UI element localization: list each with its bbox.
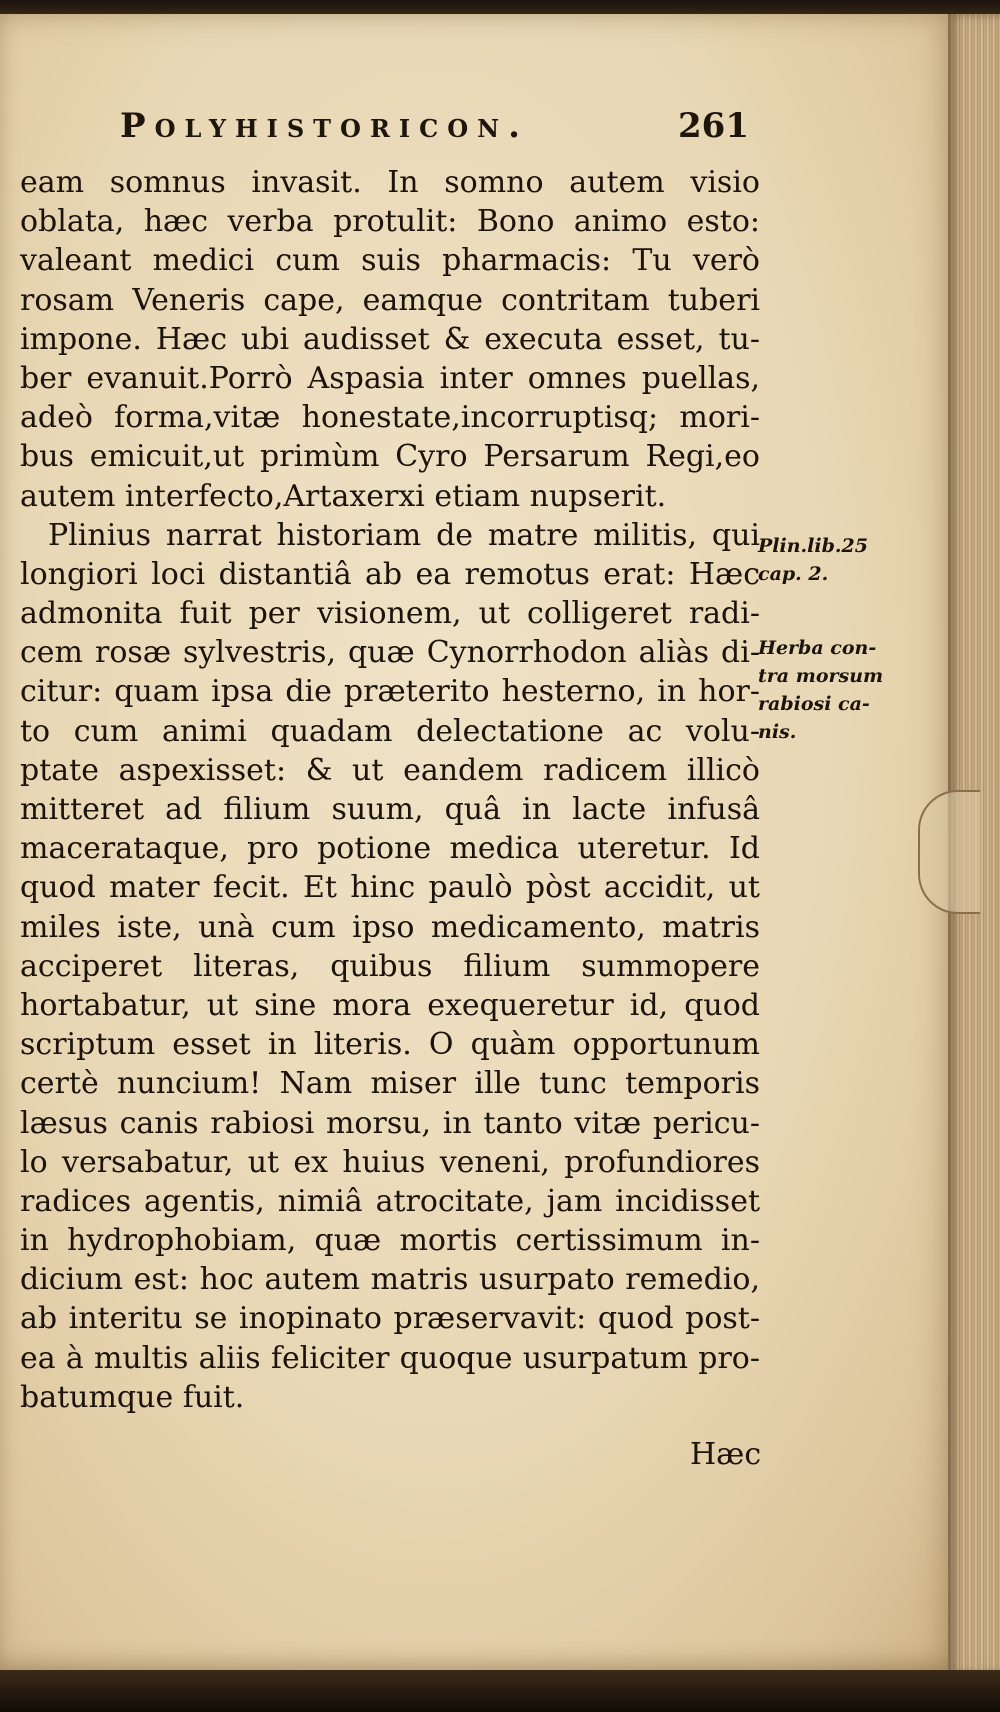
text-line: bus emicuit,ut primùm Cyro Persarum Regi,eo — [20, 439, 760, 475]
text-line: lo versabatur, ut ex huius veneni, profundiores — [20, 1144, 760, 1180]
text-line: ber evanuit.Porrò Aspasia inter omnes puellas, — [20, 360, 760, 396]
text-line: batumque fuit. — [20, 1379, 245, 1415]
book-bottom-edge — [0, 1670, 1000, 1712]
catchword: Hæc — [690, 1437, 762, 1472]
text-line: oblata, hæc verba protulit: Bono animo esto: — [20, 204, 760, 240]
text-line: ptate aspexisset: & ut eandem radicem illicò — [20, 752, 760, 788]
text-line: to cum animi quadam delectatione ac volu- — [20, 713, 760, 749]
margin-note-gloss — [758, 634, 938, 746]
text-line: autem interfecto,Artaxerxi etiam nupserit. — [20, 478, 667, 514]
text-line: macerataque, pro potione medica uteretur. Id — [20, 831, 760, 867]
text-line: eam somnus invasit. In somno autem visio — [20, 165, 760, 200]
page-number: 261 — [678, 106, 749, 146]
text-line: admonita fuit per visionem, ut colligeret radi- — [20, 596, 760, 632]
text-line: impone. Hæc ubi audisset & executa esset, tu- — [20, 321, 760, 357]
text-line: adeò forma,vitæ honestate,incorruptisq; mori- — [20, 400, 760, 436]
text-line: certè nuncium! Nam miser ille tunc temporis — [20, 1066, 760, 1102]
text-line: scriptum esset in literis. O quàm opportunum — [20, 1027, 760, 1063]
text-line: læsus canis rabiosi morsu, in tanto vitæ pericu- — [20, 1105, 760, 1141]
text-line: quod mater fecit. Et hinc paulò pòst accidit, ut — [20, 870, 760, 906]
text-line: radices agentis, nimiâ atrocitate, jam incidisset — [20, 1183, 760, 1219]
text-line: acciperet literas, quibus filium summopere — [20, 948, 760, 984]
margin-note-line: Plin.lib.25 — [758, 535, 868, 557]
margin-note-line: rabiosi ca- — [758, 693, 870, 715]
text-line: miles iste, unà cum ipso medicamento, matris — [20, 909, 760, 945]
running-title: Polyhistoricon. — [120, 106, 529, 146]
margin-note-line: nis. — [758, 721, 797, 743]
text-line: longiori loci distantiâ ab ea remotus erat: Hæc — [20, 556, 760, 592]
running-head — [120, 106, 770, 156]
text-line: rosam Veneris cape, eamque contritam tuberi — [20, 282, 760, 318]
margin-note-citation — [758, 532, 938, 588]
text-line: hortabatur, ut sine mora exequeretur id, quod — [20, 987, 760, 1023]
text-line: valeant medici cum suis pharmacis: Tu verò — [20, 243, 760, 279]
text-line: citur: quam ipsa die præterito hesterno, in hor- — [20, 674, 760, 710]
text-line: cem rosæ sylvestris, quæ Cynorrhodon aliàs di- — [20, 635, 760, 671]
text-line: in hydrophobiam, quæ mortis certissimum in- — [20, 1223, 760, 1259]
text-line: mitteret ad filium suum, quâ in lacte infusâ — [20, 792, 760, 827]
text-line: Plinius narrat historiam de matre militis, qui — [48, 517, 760, 553]
margin-note-line: tra morsum — [758, 665, 884, 687]
margin-notes — [758, 532, 938, 746]
margin-note-line: cap. 2. — [758, 563, 829, 585]
body-text — [20, 163, 760, 1417]
margin-note-line: Herba con- — [758, 637, 877, 659]
text-line: ab interitu se inopinato præservavit: quod post- — [20, 1301, 760, 1337]
text-line: ea à multis aliis feliciter quoque usurpatum pro- — [20, 1340, 760, 1376]
book-clasp — [918, 790, 980, 914]
text-line: dicium est: hoc autem matris usurpato remedio, — [20, 1262, 760, 1298]
